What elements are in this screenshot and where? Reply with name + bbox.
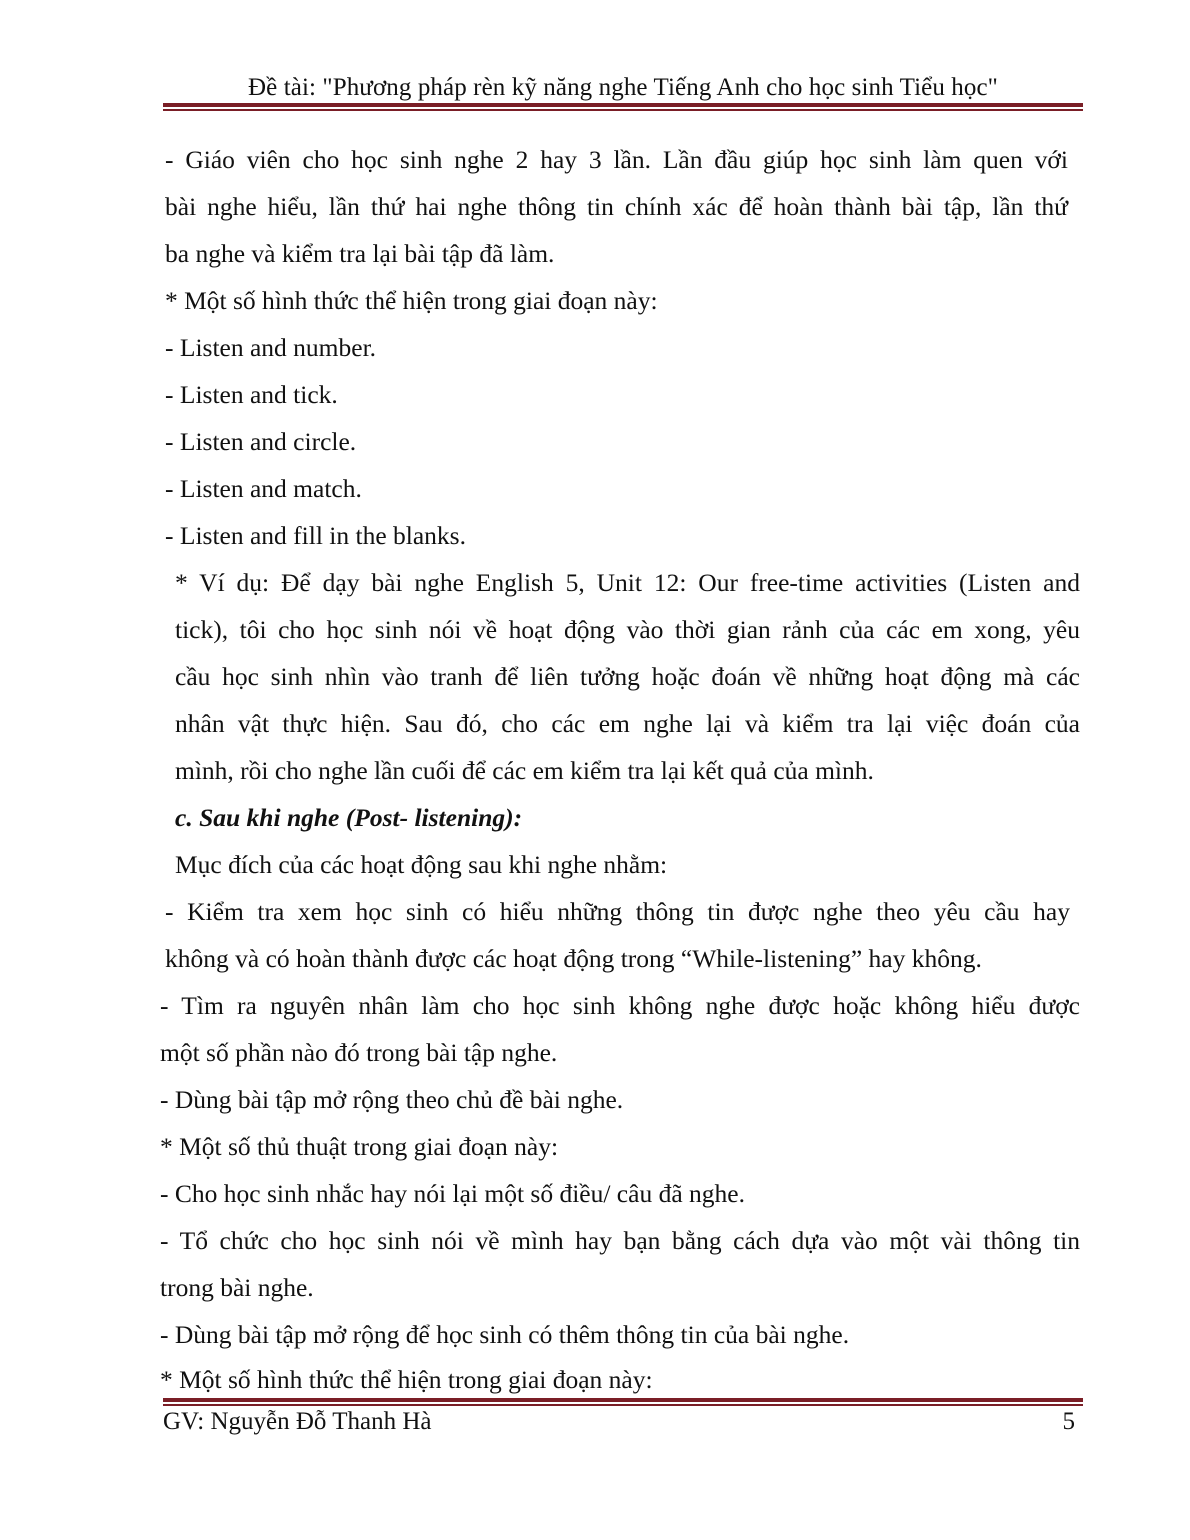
paragraph-line: - Tìm ra nguyên nhân làm cho học sinh không nghe được hoặc không hiểu được [160,991,1080,1020]
page-header-title: Đề tài: "Phương pháp rèn kỹ năng nghe Tiếng Anh cho học sinh Tiểu học" [248,74,998,101]
example-line: * Ví dụ: Để dạy bài nghe English 5, Unit 12: Our free-time activities (Listen and [175,568,1080,597]
paragraph-line: trong bài nghe. [160,1273,314,1302]
list-item: - Listen and tick. [165,380,338,409]
example-line: mình, rồi cho nghe lần cuối để các em kiểm tra lại kết quả của mình. [175,756,874,785]
section-intro-line: * Một số hình thức thể hiện trong giai đoạn này: [160,1365,653,1394]
section-intro-line: * Một số thủ thuật trong giai đoạn này: [160,1132,559,1161]
paragraph-line: Mục đích của các hoạt động sau khi nghe nhằm: [175,850,668,879]
paragraph-line: - Dùng bài tập mở rộng theo chủ đề bài nghe. [160,1085,624,1114]
list-item: - Listen and match. [165,474,362,503]
list-item: - Listen and circle. [165,427,357,456]
section-intro-line: * Một số hình thức thể hiện trong giai đoạn này: [165,286,658,315]
footer-author: GV: Nguyễn Đỗ Thanh Hà [163,1408,432,1435]
paragraph-line: một số phần nào đó trong bài tập nghe. [160,1038,558,1067]
paragraph-line: bài nghe hiểu, lần thứ hai nghe thông tin chính xác để hoàn thành bài tập, lần thứ [165,192,1068,221]
list-item: - Listen and fill in the blanks. [165,521,466,550]
paragraph-line: - Giáo viên cho học sinh nghe 2 hay 3 lần. Lần đầu giúp học sinh làm quen với [165,145,1068,174]
example-line: cầu học sinh nhìn vào tranh để liên tưởng hoặc đoán về những hoạt động mà các [175,662,1080,691]
paragraph-line: - Kiểm tra xem học sinh có hiểu những thông tin được nghe theo yêu cầu hay [165,897,1070,926]
list-item: - Listen and number. [165,333,377,362]
page-number: 5 [1062,1408,1075,1435]
example-line: tick), tôi cho học sinh nói về hoạt động vào thời gian rảnh của các em xong, yêu [175,615,1080,644]
header-rule [163,103,1083,111]
paragraph-line: không và có hoàn thành được các hoạt động trong “While-listening” hay không. [165,944,982,973]
section-heading: c. Sau khi nghe (Post- listening): [175,803,523,832]
paragraph-line: - Dùng bài tập mở rộng để học sinh có thêm thông tin của bài nghe. [160,1320,850,1349]
paragraph-line: ba nghe và kiểm tra lại bài tập đã làm. [165,239,555,268]
paragraph-line: - Tổ chức cho học sinh nói về mình hay bạn bằng cách dựa vào một vài thông tin [160,1226,1080,1255]
example-line: nhân vật thực hiện. Sau đó, cho các em nghe lại và kiểm tra lại việc đoán của [175,709,1080,738]
paragraph-line: - Cho học sinh nhắc hay nói lại một số điều/ câu đã nghe. [160,1179,745,1208]
footer-rule [163,1398,1083,1406]
